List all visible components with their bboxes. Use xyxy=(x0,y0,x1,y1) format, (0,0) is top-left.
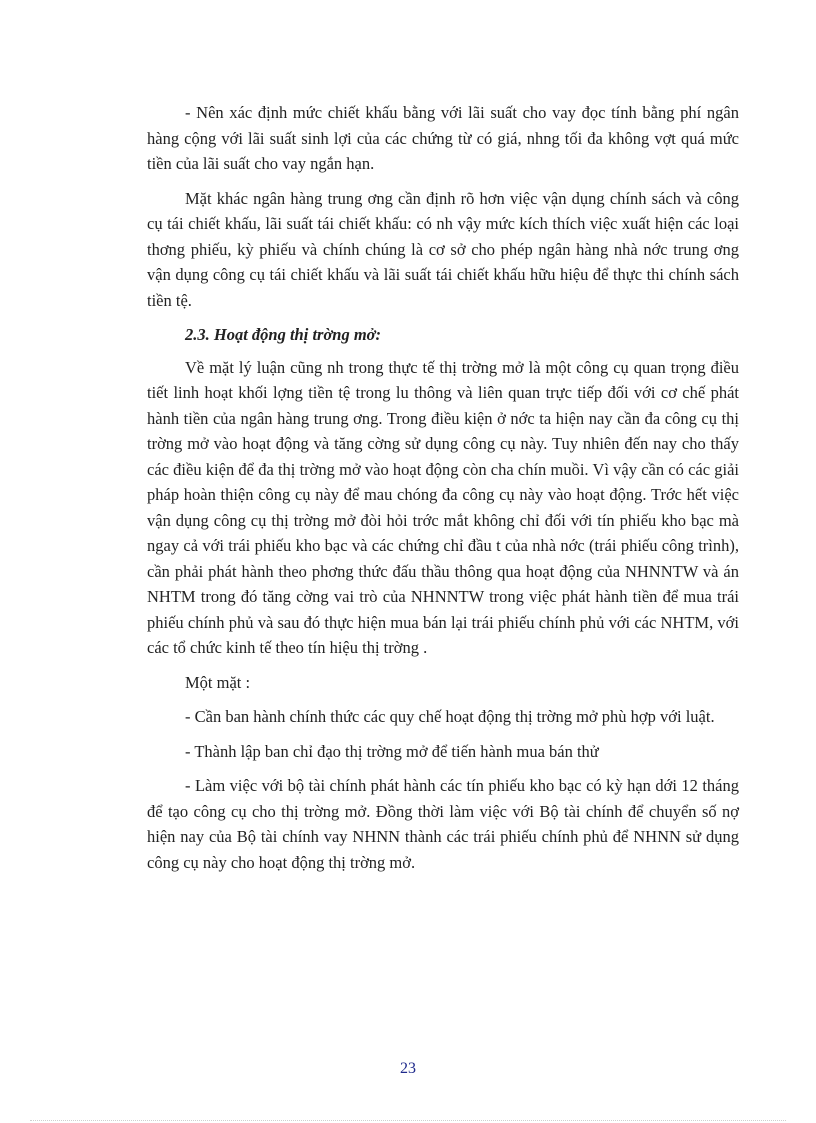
list-item-regulations: - Cần ban hành chính thức các quy chế hoạt động thị trờng mở phù hợp với luật. xyxy=(185,707,715,726)
paragraph-discount-rate: - Nên xác định mức chiết khấu bằng với lãi suất cho vay đọc tính bằng phí ngân hàng cộng với lãi suất sinh lợi của các chứng từ có giá, nhng tối đa không vợt quá mức tiền của lãi suất cho vay ngắn hạn. xyxy=(147,103,739,173)
page-body xyxy=(147,100,739,884)
page-bottom-divider xyxy=(30,1120,786,1121)
list-item-steering-committee: - Thành lập ban chỉ đạo thị trờng mở để tiến hành mua bán thử xyxy=(185,741,599,761)
list-item-treasury-bills: - Làm việc với bộ tài chính phát hành các tín phiếu kho bạc có kỳ hạn dới 12 tháng để tạo công cụ cho thị trờng mở. Đồng thời làm việc với Bộ tài chính để chuyển số nợ hiện nay của Bộ tài chính vay NHNN thành các trái phiếu chính phủ để NHNN sử dụng công cụ này cho hoạt động thị trờng mở. xyxy=(147,776,739,872)
paragraph-central-bank-policy: Mặt khác ngân hàng trung ơng cần định rõ hơn việc vận dụng chính sách và công cụ tái chiết khấu, lãi suất tái chiết khấu: có nh vậy mức kích thích việc xuất hiện các loại thơng phiếu, kỳ phiếu và chính chúng là cơ sở cho phép ngân hàng nhà nớc trung ơng vận dụng công cụ tái chiết khấu và lãi suất tái chiết khấu hữu hiệu để thực thi chính sách tiền tệ. xyxy=(147,188,739,310)
paragraph-on-one-hand: Một mặt : xyxy=(185,672,251,692)
paragraph-open-market: Về mặt lý luận cũng nh trong thực tế thị trờng mở là một công cụ quan trọng điều tiết linh hoạt khối lợng tiền tệ trong lu thông và liên quan trực tiếp đối với cơ chế phát hành tiền của ngân hàng trung ơng. Trong điều kiện ở nớc ta hiện nay cần đa công cụ thị trờng mở vào hoạt động và tăng cờng sử dụng công cụ này. Tuy nhiên đến nay cho thấy các điều kiện để đa thị trờng mở vào hoạt động còn cha chín muồi. Vì vậy cần có các giải pháp hoàn thiện công cụ này để mau chóng đa công cụ này vào hoạt động. Trớc hết việc vận dụng công cụ thị trờng mở đòi hỏi trớc mắt không chỉ đối với tín phiếu kho bạc mà ngay cả với trái phiếu kho bạc và các chứng chỉ đầu t của nhà nớc (trái phiếu công trình), cần phải phát hành theo phơng thức đấu thầu thông qua hoạt động của NHNNTW và án NHTM trong đó tăng cờng vai trò của NHNNTW trong việc phát hành tiền để mua trái phiếu chính phủ và sau đó thực hiện mua bán lại trái phiếu chính phủ với các NHTM, với các tổ chức kinh tế theo tín hiệu thị trờng . xyxy=(147,357,739,657)
section-heading: 2.3. Hoạt động thị trờng mở: xyxy=(185,325,382,344)
page-number: 23 xyxy=(400,1060,416,1077)
